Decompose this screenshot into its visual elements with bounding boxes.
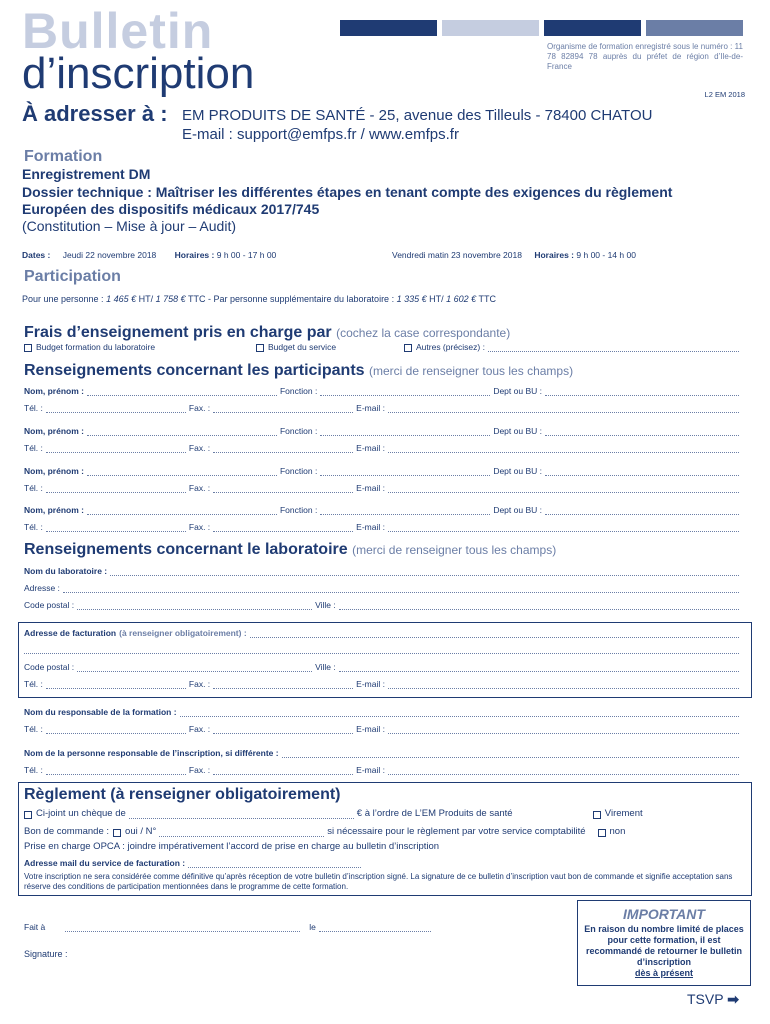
- labo-name-row: [24, 566, 742, 576]
- participation-text: [22, 294, 496, 304]
- participant-tel-label: Tél. :: [24, 403, 43, 413]
- labo-name-label: Nom du laboratoire :: [24, 566, 108, 576]
- price2-ttc: 1 602 €: [446, 294, 477, 304]
- header-block-3: [544, 20, 641, 36]
- participant-dept-label: Dept ou BU :: [493, 505, 542, 515]
- frais-heading-row: [24, 324, 510, 342]
- important-link: dès à présent: [634, 968, 694, 978]
- autres-label: Autres (précisez) :: [416, 342, 485, 352]
- le-field[interactable]: [319, 923, 431, 932]
- participant-email-field[interactable]: [388, 484, 739, 493]
- participant-1-contact-row: [24, 403, 742, 413]
- participant-fonction-field[interactable]: [320, 427, 490, 436]
- participant-fonction-label: Fonction :: [279, 466, 318, 476]
- participant-fonction-label: Fonction :: [279, 505, 318, 515]
- contact-line: E-mail : support@emfps.fr / www.emfps.fr: [182, 126, 459, 143]
- participant-3-contact-row: [24, 483, 742, 493]
- participant-dept-label: Dept ou BU :: [493, 386, 542, 396]
- formation-title: Dossier technique : Maîtriser les différentes étapes en tenant compte des exigences du règlement Européen des dispositifs médicaux 2017/745: [22, 184, 673, 217]
- participant-tel-label: Tél. :: [24, 443, 43, 453]
- frais-subheading: (cochez la case correspondante): [336, 326, 511, 340]
- participant-dept-field[interactable]: [545, 506, 739, 515]
- header-title-bulletin: Bulletin: [22, 3, 214, 59]
- participant-fax-field[interactable]: [213, 523, 353, 532]
- inscription-responsable-row: [24, 748, 742, 758]
- frais-options: [24, 342, 742, 352]
- price2-ht: 1 335 €: [396, 294, 427, 304]
- facturation-fax-field[interactable]: [213, 680, 353, 689]
- participant-tel-field[interactable]: [46, 484, 186, 493]
- participation-middle: TTC - Par personne supplémentaire du laboratoire :: [185, 294, 397, 304]
- facturation-sublabel: (à renseigner obligatoirement) :: [119, 628, 247, 638]
- labo-address-row: [24, 583, 742, 593]
- date-2: Vendredi matin 23 novembre 2018: [392, 250, 522, 260]
- opca-text: Prise en charge OPCA : joindre impérativement l’accord de prise en charge au bulletin d’inscription: [24, 841, 440, 852]
- dates-label: Dates :: [22, 250, 51, 260]
- facturation-cp-label: Code postal :: [24, 662, 75, 672]
- participant-fax-label: Fax. :: [188, 522, 211, 532]
- labo-cp-row: [24, 600, 742, 610]
- price2-ht-label: HT/: [426, 294, 447, 304]
- fait-row: [24, 922, 434, 932]
- participant-name-field[interactable]: [87, 467, 277, 476]
- reference-code: L2 EM 2018: [704, 90, 745, 99]
- participant-2-contact-row: [24, 443, 742, 453]
- participant-dept-label: Dept ou BU :: [493, 466, 542, 476]
- participant-dept-field[interactable]: [545, 387, 739, 396]
- inscription-tel-row: [24, 765, 742, 775]
- facturation-cp-row: [24, 662, 742, 672]
- participant-dept-field[interactable]: [545, 467, 739, 476]
- cheque-label: Ci-joint un chèque de: [36, 808, 126, 819]
- participant-name-field[interactable]: [87, 387, 277, 396]
- bon-non-checkbox[interactable]: [598, 829, 606, 837]
- responsable-fax-label: Fax. :: [188, 724, 211, 734]
- hours-1: 9 h 00 - 17 h 00: [216, 250, 277, 260]
- participant-fonction-field[interactable]: [320, 506, 490, 515]
- frais-heading: Frais d’enseignement pris en charge par: [24, 324, 332, 341]
- facturation-tel-label: Tél. :: [24, 679, 43, 689]
- responsable-label: Nom du responsable de la formation :: [24, 707, 177, 717]
- participant-fax-label: Fax. :: [188, 443, 211, 453]
- hours-2: 9 h 00 - 14 h 00: [576, 250, 636, 260]
- participant-tel-field[interactable]: [46, 523, 186, 532]
- participant-fonction-field[interactable]: [320, 467, 490, 476]
- facturation-tel-field[interactable]: [46, 680, 186, 689]
- labo-heading: Renseignements concernant le laboratoire: [24, 541, 348, 558]
- participant-name-field[interactable]: [87, 427, 277, 436]
- participants-heading-row: [24, 362, 573, 380]
- participant-dept-label: Dept ou BU :: [493, 426, 542, 436]
- formation-subtitle: (Constitution – Mise à jour – Audit): [22, 218, 236, 234]
- participants-heading: Renseignements concernant les participants: [24, 362, 365, 379]
- price-ttc: 1 758 €: [155, 294, 186, 304]
- hours-label-1: Horaires :: [174, 250, 215, 260]
- participant-email-label: E-mail :: [356, 443, 385, 453]
- participant-email-field[interactable]: [388, 404, 739, 413]
- facturation-row-2: [24, 645, 742, 654]
- labo-heading-row: [24, 541, 556, 559]
- inscription-email-field[interactable]: [388, 766, 739, 775]
- cheque-checkbox[interactable]: [24, 811, 32, 819]
- participant-4-name-row: [24, 505, 742, 515]
- important-title: IMPORTANT: [623, 906, 705, 922]
- facturation-cp-field[interactable]: [77, 663, 312, 672]
- facturation-ville-label: Ville :: [315, 662, 336, 672]
- facturation-email-label: E-mail :: [356, 679, 385, 689]
- participant-tel-field[interactable]: [46, 404, 186, 413]
- bon-necessaire: si nécessaire pour le règlement par votre service comptabilité: [327, 826, 586, 837]
- responsable-fax-field[interactable]: [213, 725, 353, 734]
- mail-fact-label: Adresse mail du service de facturation :: [24, 858, 186, 868]
- header-block-1: [340, 20, 437, 36]
- address-label: À adresser à :: [22, 101, 168, 126]
- labo-address-field[interactable]: [63, 584, 739, 593]
- inscription-tel-field[interactable]: [46, 766, 186, 775]
- arrow-right-icon: ➡: [727, 991, 739, 1007]
- bon-number-field[interactable]: [159, 828, 324, 837]
- responsable-row: [24, 707, 742, 717]
- header-block-4: [646, 20, 743, 36]
- responsable-tel-label: Tél. :: [24, 724, 43, 734]
- bon-row: [24, 826, 742, 837]
- participant-fax-field[interactable]: [213, 444, 353, 453]
- participant-fonction-label: Fonction :: [279, 426, 318, 436]
- dates-row: [22, 250, 276, 260]
- price-ht: 1 465 €: [106, 294, 137, 304]
- important-box: [577, 900, 751, 986]
- cheque-row: [24, 808, 742, 819]
- labo-subheading: (merci de renseigner tous les champs): [352, 543, 557, 557]
- participant-tel-label: Tél. :: [24, 483, 43, 493]
- participant-name-label: Nom, prénom :: [24, 505, 84, 515]
- facturation-fax-label: Fax. :: [188, 679, 211, 689]
- participant-tel-field[interactable]: [46, 444, 186, 453]
- inscription-tel-label: Tél. :: [24, 765, 43, 775]
- facturation-tel-row: [24, 679, 742, 689]
- tsvp-row: [687, 991, 739, 1008]
- inscription-fax-label: Fax. :: [188, 765, 211, 775]
- participant-name-label: Nom, prénom :: [24, 426, 84, 436]
- hours-label-2: Horaires :: [534, 250, 575, 260]
- responsable-email-label: E-mail :: [356, 724, 385, 734]
- formation-heading: Formation: [24, 148, 103, 165]
- important-text: En raison du nombre limité de places pour cette formation, il est recommandé de retourner le bulletin d’inscription: [584, 924, 744, 967]
- participant-email-field[interactable]: [388, 444, 739, 453]
- budget-service-checkbox[interactable]: [256, 344, 264, 352]
- participant-dept-field[interactable]: [545, 427, 739, 436]
- virement-label: Virement: [604, 808, 643, 819]
- participant-3-name-row: [24, 466, 742, 476]
- formation-name: Enregistrement DM: [22, 166, 151, 182]
- responsable-tel-field[interactable]: [46, 725, 186, 734]
- budget-service-label: Budget du service: [268, 342, 337, 352]
- participant-1-name-row: [24, 386, 742, 396]
- virement-checkbox[interactable]: [593, 811, 601, 819]
- labo-ville-label: Ville :: [315, 600, 336, 610]
- fait-label: Fait à: [24, 922, 46, 932]
- inscription-responsable-field[interactable]: [282, 749, 739, 758]
- bon-oui-label: oui / N°: [125, 826, 157, 837]
- labo-cp-label: Code postal :: [24, 600, 75, 610]
- address-line: EM PRODUITS DE SANTÉ - 25, avenue des Tilleuls - 78400 CHATOU: [182, 107, 653, 124]
- fait-field[interactable]: [65, 923, 300, 932]
- participant-fax-label: Fax. :: [188, 403, 211, 413]
- labo-ville-field[interactable]: [339, 601, 739, 610]
- participant-email-label: E-mail :: [356, 522, 385, 532]
- inscription-fax-field[interactable]: [213, 766, 353, 775]
- header-title-inscription: d’inscription: [22, 49, 255, 98]
- price2-ttc-label: TTC: [476, 294, 496, 304]
- facturation-ville-field[interactable]: [339, 663, 739, 672]
- inscription-notice: Votre inscription ne sera considérée comme définitive qu’après réception de votre bulletin d’inscription signé. La signature de ce bulletin d’inscription vaut bon de commande et signifie acceptation sans réserve des conditions de participation mentionnées dans le programme de cette formation.: [24, 872, 733, 891]
- bon-oui-checkbox[interactable]: [113, 829, 121, 837]
- inscription-email-label: E-mail :: [356, 765, 385, 775]
- participant-fonction-label: Fonction :: [279, 386, 318, 396]
- reglement-heading: Règlement (à renseigner obligatoirement): [24, 786, 341, 803]
- participant-4-contact-row: [24, 522, 742, 532]
- bon-non-label: non: [609, 826, 626, 837]
- budget-labo-label: Budget formation du laboratoire: [36, 342, 156, 352]
- facturation-field-2[interactable]: [24, 645, 739, 654]
- participant-name-field[interactable]: [87, 506, 277, 515]
- labo-name-field[interactable]: [110, 567, 739, 576]
- cheque-ordre: € à l’ordre de L’EM Produits de santé: [356, 808, 513, 819]
- labo-cp-field[interactable]: [77, 601, 312, 610]
- participant-email-field[interactable]: [388, 523, 739, 532]
- tsvp-label: TSVP: [687, 991, 724, 1007]
- facturation-field[interactable]: [250, 629, 739, 638]
- autres-field[interactable]: [488, 343, 739, 352]
- participant-fax-field[interactable]: [213, 404, 353, 413]
- participant-2-name-row: [24, 426, 742, 436]
- mail-fact-row: [24, 858, 364, 868]
- participant-email-label: E-mail :: [356, 403, 385, 413]
- dates-row-2: [392, 250, 636, 260]
- responsable-field[interactable]: [180, 708, 739, 717]
- participation-prefix: Pour une personne :: [22, 294, 107, 304]
- participants-subheading: (merci de renseigner tous les champs): [369, 364, 574, 378]
- responsable-email-field[interactable]: [388, 725, 739, 734]
- le-label: le: [309, 922, 316, 932]
- participant-name-label: Nom, prénom :: [24, 386, 84, 396]
- labo-address-label: Adresse :: [24, 583, 60, 593]
- inscription-responsable-label: Nom de la personne responsable de l’inscription, si différente :: [24, 748, 279, 758]
- participation-heading: Participation: [24, 268, 121, 285]
- signature-label: Signature :: [24, 949, 68, 959]
- autres-checkbox[interactable]: [404, 344, 412, 352]
- bon-label: Bon de commande :: [24, 826, 110, 837]
- date-1: Jeudi 22 novembre 2018: [62, 250, 157, 260]
- header-block-2: [442, 20, 539, 36]
- mail-fact-field[interactable]: [188, 859, 361, 868]
- participant-name-label: Nom, prénom :: [24, 466, 84, 476]
- participant-fonction-field[interactable]: [320, 387, 490, 396]
- facturation-email-field[interactable]: [388, 680, 739, 689]
- price-ht-label: HT/: [136, 294, 156, 304]
- budget-labo-checkbox[interactable]: [24, 344, 32, 352]
- participant-tel-label: Tél. :: [24, 522, 43, 532]
- facturation-row: [24, 628, 742, 638]
- facturation-label: Adresse de facturation: [24, 628, 117, 638]
- responsable-tel-row: [24, 724, 742, 734]
- participant-fax-field[interactable]: [213, 484, 353, 493]
- cheque-amount-field[interactable]: [129, 810, 354, 819]
- participant-email-label: E-mail :: [356, 483, 385, 493]
- organisme-text: Organisme de formation enregistré sous le numéro : 11 78 82894 78 auprès du préfet de région d’Ile-de-France: [547, 42, 743, 71]
- participant-fax-label: Fax. :: [188, 483, 211, 493]
